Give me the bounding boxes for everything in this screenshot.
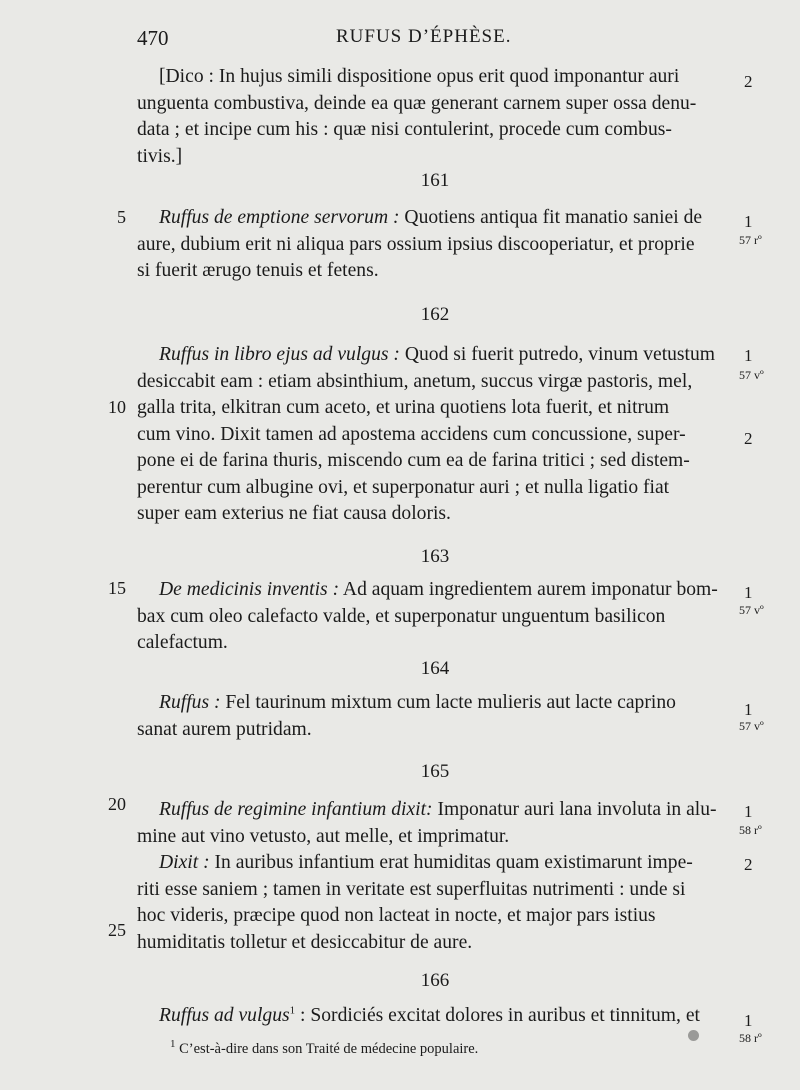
folio-ref: 57 rº [739, 233, 762, 247]
section-number: 161 [420, 170, 450, 191]
text-line [137, 1003, 732, 1030]
text-line: bax cum oleo calefacto valde, et superponatur unguentum basilicon [137, 605, 666, 627]
footnote-text: C’est-à-dire dans son Traité de médecine populaire. [175, 1041, 479, 1057]
text-line: cum vino. Dixit tamen ad apostema accidens cum concussione, super- [137, 423, 686, 445]
margin-ref: 1 [744, 802, 753, 821]
margin-ref: 2 [744, 72, 753, 91]
ink-spot [688, 1030, 699, 1041]
line-number: 20 [108, 794, 126, 814]
folio-ref: 58 rº [739, 1031, 762, 1045]
source-lead: Ruffus de regimine infantium dixit: [159, 799, 433, 820]
section-number: 166 [420, 970, 450, 991]
source-lead: De medicinis inventis : [159, 579, 340, 600]
margin-ref: 1 [744, 700, 753, 719]
text-line: super eam exterius ne fiat causa doloris. [137, 503, 451, 524]
margin-ref: 2 [744, 855, 753, 874]
folio-ref: 58 rº [739, 823, 762, 837]
text-line [137, 690, 732, 717]
paragraph-161 [137, 205, 732, 285]
margin-ref: 1 [744, 1011, 753, 1030]
paragraph-dico [137, 64, 732, 170]
section-number: 163 [420, 546, 450, 567]
text-line: data ; et incipe cum his : quæ nisi contulerint, procede cum combus- [137, 119, 672, 140]
margin-ref: 1 [744, 346, 753, 365]
text-line: hoc videris, præcipe quod non lacteat in nocte, et major pars istius [137, 905, 656, 926]
text-line: galla trita, elkitran cum aceto, et urina quotiens lota fuerit, et nitrum [137, 397, 670, 418]
running-title: RUFUS D’ÉPHÈSE. [336, 26, 512, 47]
text-line: aure, dubium erit ni aliqua pars ossium ipsius discooperiatur, et proprie [137, 233, 695, 255]
folio-ref: 57 vº [739, 368, 764, 382]
text-span: Quotiens antiqua fit manatio saniei de [399, 207, 703, 228]
text-line [137, 577, 732, 604]
text-line: pone ei de farina thuris, miscendo cum ea de farina tritici ; sed distem- [137, 450, 690, 471]
margin-ref: 1 [744, 583, 753, 602]
text-span: Imponatur auri lana involuta in alu- [432, 799, 717, 820]
text-span: Ad aquam ingredientem aurem imponatur bom- [339, 579, 718, 600]
line-number: 5 [117, 207, 126, 227]
text-line [137, 797, 732, 824]
section-number: 162 [420, 304, 450, 325]
line-number: 10 [108, 397, 126, 417]
paragraph-166 [137, 1003, 732, 1030]
footnote-mark: 1 [289, 1004, 296, 1017]
footnote-number: 1 [170, 1038, 176, 1051]
text-line: sanat aurem putridam. [137, 718, 312, 740]
footnote [170, 1038, 479, 1058]
folio-ref: 57 vº [739, 603, 764, 617]
paragraph-162 [137, 342, 732, 528]
source-lead: Dixit : [159, 852, 210, 873]
paragraph-165 [137, 797, 732, 956]
source-lead: Ruffus : [159, 692, 221, 713]
paragraph-164 [137, 690, 732, 743]
text-line: unguenta combustiva, deinde ea quæ generant carnem super ossa denu- [137, 92, 697, 114]
line-number: 15 [108, 578, 126, 598]
source-lead: Ruffus in libro ejus ad vulgus : [159, 344, 400, 365]
source-lead: Ruffus de emptione servorum : [159, 207, 400, 228]
line-number: 25 [108, 920, 126, 940]
text-line: riti esse saniem ; tamen in veritate est superfluitas nutrimenti : unde si [137, 878, 686, 900]
text-line: si fuerit ærugo tenuis et fetens. [137, 260, 379, 281]
text-line: tivis.] [137, 145, 183, 167]
margin-ref: 1 [744, 212, 753, 231]
text-line [137, 205, 732, 232]
text-span: In auribus infantium erat humiditas quam existimarunt impe- [209, 852, 693, 873]
margin-ref: 2 [744, 429, 753, 448]
page-header [137, 26, 737, 56]
text-line: mine aut vino vetusto, aut melle, et imprimatur. [137, 825, 510, 847]
text-span: Quod si fuerit putredo, vinum vetustum [399, 344, 716, 365]
text-line: calefactum. [137, 632, 228, 653]
text-span: : Sordiciés excitat dolores in auribus et tinnitum, et [295, 1005, 700, 1026]
folio-ref: 57 vº [739, 719, 764, 733]
text-line: humiditatis tolletur et desiccabitur de aure. [137, 931, 473, 953]
paragraph-163 [137, 577, 732, 657]
source-lead: Ruffus ad vulgus [159, 1005, 290, 1026]
page-number: 470 [137, 26, 169, 50]
text-line: [Dico : In hujus simili dispositione opus erit quod imponantur auri [159, 66, 680, 87]
text-line [137, 342, 732, 369]
section-number: 164 [420, 658, 450, 679]
section-number: 165 [420, 761, 450, 782]
text-line [137, 850, 732, 877]
text-line: desiccabit eam : etiam absinthium, anetum, succus virgæ pastoris, mel, [137, 370, 693, 392]
text-line: perentur cum albugine ovi, et superponatur auri ; et nulla ligatio fiat [137, 476, 670, 498]
text-span: Fel taurinum mixtum cum lacte mulieris aut lacte caprino [220, 692, 676, 713]
